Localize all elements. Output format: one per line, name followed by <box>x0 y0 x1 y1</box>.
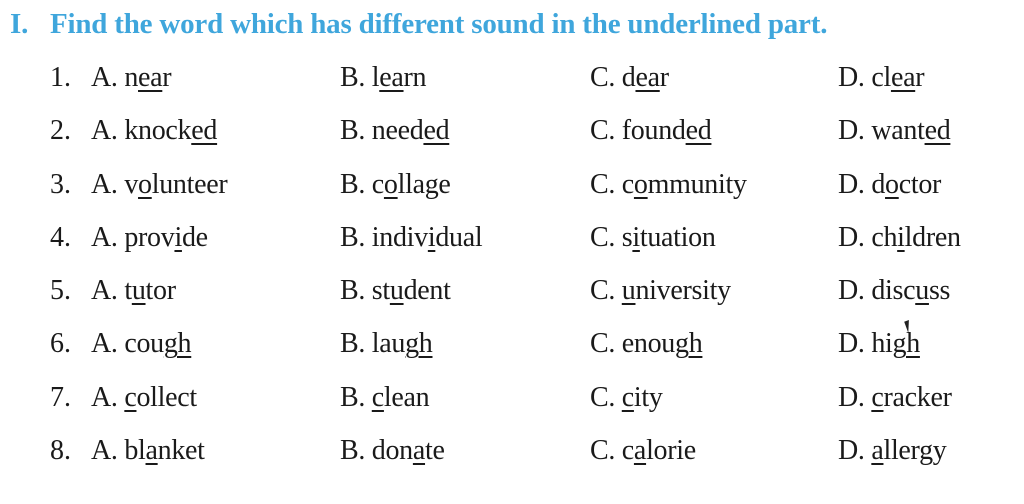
option-a <box>91 169 227 201</box>
option-a <box>91 435 205 467</box>
option-b <box>340 275 451 307</box>
option-b <box>340 328 433 360</box>
option-b <box>340 382 429 414</box>
underlined-part: u <box>389 275 404 307</box>
underlined-part: ed <box>924 115 951 147</box>
word-prefix: s <box>621 221 633 253</box>
word-prefix: hi <box>871 328 893 360</box>
option-letter: A. <box>91 115 118 147</box>
question-row <box>0 52 1024 105</box>
underlined-part: a <box>633 435 647 467</box>
question-list <box>0 52 1024 478</box>
option-c <box>590 328 702 360</box>
word-suffix: r <box>659 62 669 93</box>
word-suffix: lorie <box>646 435 696 467</box>
option-a <box>91 222 208 254</box>
option-letter: A. <box>91 168 118 200</box>
underlined-part: c <box>621 381 634 413</box>
question-number: 8. <box>50 435 71 467</box>
underlined-part: i <box>427 221 436 253</box>
underlined-part: a <box>871 435 884 467</box>
word-prefix: disc <box>871 275 916 307</box>
word-suffix: te <box>425 435 445 467</box>
underlined-part: a <box>145 435 158 467</box>
option-letter: A. <box>91 275 118 307</box>
word-suffix: nket <box>157 435 205 467</box>
option-a <box>91 382 197 414</box>
word-prefix: don <box>371 435 413 467</box>
underlined-part: o <box>633 168 648 200</box>
option-b <box>340 222 482 254</box>
option-letter: A. <box>91 381 118 413</box>
option-letter: D. <box>838 381 865 413</box>
word-suffix: lean <box>383 381 430 413</box>
underlined-part: ed <box>191 115 218 147</box>
option-letter: C. <box>590 62 616 93</box>
option-letter: C. <box>590 381 616 413</box>
option-d <box>838 328 920 360</box>
option-letter: A. <box>91 435 118 467</box>
underlined-part: o <box>138 168 152 200</box>
word-prefix: cou <box>124 328 164 360</box>
option-c <box>590 435 696 467</box>
option-b <box>340 435 445 467</box>
option-letter: C. <box>590 221 616 253</box>
word-prefix: d <box>871 168 886 200</box>
option-letter: C. <box>590 115 616 147</box>
word-suffix: dent <box>403 275 451 307</box>
word-prefix: st <box>371 275 390 307</box>
option-letter: D. <box>838 221 865 253</box>
underlined-part: c <box>871 381 884 413</box>
option-d <box>838 62 924 94</box>
option-b <box>340 169 451 201</box>
exercise-number: I. <box>10 8 29 40</box>
word-suffix: de <box>181 221 208 253</box>
word-suffix: r <box>915 62 925 93</box>
question-row <box>0 318 1024 371</box>
option-letter: C. <box>590 435 616 467</box>
word-prefix: prov <box>124 221 175 253</box>
question-number: 1. <box>50 62 71 93</box>
underlined-part: ed <box>423 115 450 147</box>
question-row <box>0 159 1024 212</box>
underlined-part: a <box>412 435 426 467</box>
option-letter: A. <box>91 62 118 93</box>
word-prefix: enou <box>621 328 676 360</box>
underlined-part: gh <box>405 328 433 360</box>
word-prefix: t <box>124 275 132 307</box>
underlined-part: u <box>621 275 636 307</box>
question-number: 2. <box>50 115 71 147</box>
word-prefix: found <box>621 115 686 147</box>
word-prefix: bl <box>124 435 146 467</box>
option-a <box>91 62 171 94</box>
word-prefix: lau <box>371 328 406 360</box>
underlined-part: gh <box>892 328 920 360</box>
option-a <box>91 275 176 307</box>
option-letter: B. <box>340 381 366 413</box>
option-letter: B. <box>340 328 366 360</box>
word-suffix: racker <box>883 381 952 413</box>
word-prefix: l <box>371 62 380 93</box>
underlined-part: u <box>915 275 929 307</box>
option-d <box>838 115 950 147</box>
option-c <box>590 62 669 94</box>
question-row <box>0 372 1024 425</box>
option-d <box>838 169 941 201</box>
underlined-part: ea <box>138 62 163 93</box>
option-d <box>838 435 946 467</box>
option-d <box>838 275 950 307</box>
underlined-part: gh <box>163 328 192 360</box>
word-prefix: c <box>621 435 634 467</box>
option-letter: D. <box>838 275 865 307</box>
option-letter: A. <box>91 221 118 253</box>
option-c <box>590 169 747 201</box>
word-suffix: ldren <box>904 221 961 253</box>
word-suffix: rn <box>403 62 427 93</box>
option-d <box>838 382 952 414</box>
option-letter: D. <box>838 328 865 360</box>
word-prefix: want <box>871 115 925 147</box>
option-b <box>340 62 426 94</box>
exercise-heading <box>10 8 827 41</box>
underlined-part: i <box>632 221 640 253</box>
option-letter: D. <box>838 168 865 200</box>
question-number: 7. <box>50 381 71 413</box>
underlined-part: c <box>371 381 384 413</box>
option-c <box>590 115 711 147</box>
option-a <box>91 115 217 147</box>
word-suffix: r <box>162 62 172 93</box>
underlined-part: gh <box>675 328 703 360</box>
option-letter: B. <box>340 115 366 147</box>
word-prefix: v <box>124 168 139 200</box>
option-a <box>91 328 191 360</box>
underlined-part: o <box>383 168 398 200</box>
word-suffix: dual <box>435 221 483 253</box>
word-suffix: ss <box>928 275 951 307</box>
option-c <box>590 222 716 254</box>
option-d <box>838 222 961 254</box>
word-suffix: tor <box>145 275 176 307</box>
word-suffix: niversity <box>635 275 731 307</box>
option-c <box>590 275 731 307</box>
option-letter: C. <box>590 275 616 307</box>
question-row <box>0 212 1024 265</box>
option-letter: B. <box>340 62 366 93</box>
word-prefix: d <box>621 62 636 93</box>
underlined-part: c <box>124 381 137 413</box>
word-suffix: lunteer <box>151 168 228 200</box>
option-letter: B. <box>340 275 366 307</box>
word-prefix: c <box>621 168 634 200</box>
option-b <box>340 115 449 147</box>
question-row <box>0 425 1024 478</box>
option-letter: C. <box>590 168 616 200</box>
word-suffix: tuation <box>639 221 716 253</box>
option-letter: B. <box>340 435 366 467</box>
word-suffix: ity <box>633 381 663 413</box>
option-letter: B. <box>340 168 366 200</box>
question-number: 4. <box>50 221 71 253</box>
word-suffix: mmunity <box>647 168 747 200</box>
question-number: 6. <box>50 328 71 360</box>
underlined-part: i <box>897 221 905 253</box>
word-prefix: cl <box>871 62 891 93</box>
underlined-part: i <box>174 221 182 253</box>
word-prefix: indiv <box>371 221 428 253</box>
question-row <box>0 265 1024 318</box>
question-number: 3. <box>50 168 71 200</box>
option-letter: D. <box>838 62 865 93</box>
option-letter: A. <box>91 328 118 360</box>
underlined-part: ea <box>379 62 404 93</box>
word-prefix: knock <box>124 115 192 147</box>
option-letter: D. <box>838 115 865 147</box>
option-c <box>590 382 663 414</box>
underlined-part: o <box>885 168 899 200</box>
question-number: 5. <box>50 275 71 307</box>
word-prefix: need <box>371 115 424 147</box>
underlined-part: u <box>131 275 146 307</box>
underlined-part: ea <box>635 62 660 93</box>
word-prefix: c <box>371 168 384 200</box>
underlined-part: ea <box>890 62 916 93</box>
exercise-instruction: Find the word which has different sound in the underlined part. <box>50 8 828 40</box>
word-prefix: ch <box>871 221 898 253</box>
underlined-part: ed <box>685 115 712 147</box>
word-suffix: ctor <box>898 168 942 200</box>
option-letter: C. <box>590 328 616 360</box>
word-suffix: llergy <box>883 435 947 467</box>
option-letter: B. <box>340 221 366 253</box>
word-suffix: llage <box>397 168 451 200</box>
option-letter: D. <box>838 435 865 467</box>
word-suffix: ollect <box>136 381 197 413</box>
question-row <box>0 105 1024 158</box>
word-prefix: n <box>124 62 139 93</box>
